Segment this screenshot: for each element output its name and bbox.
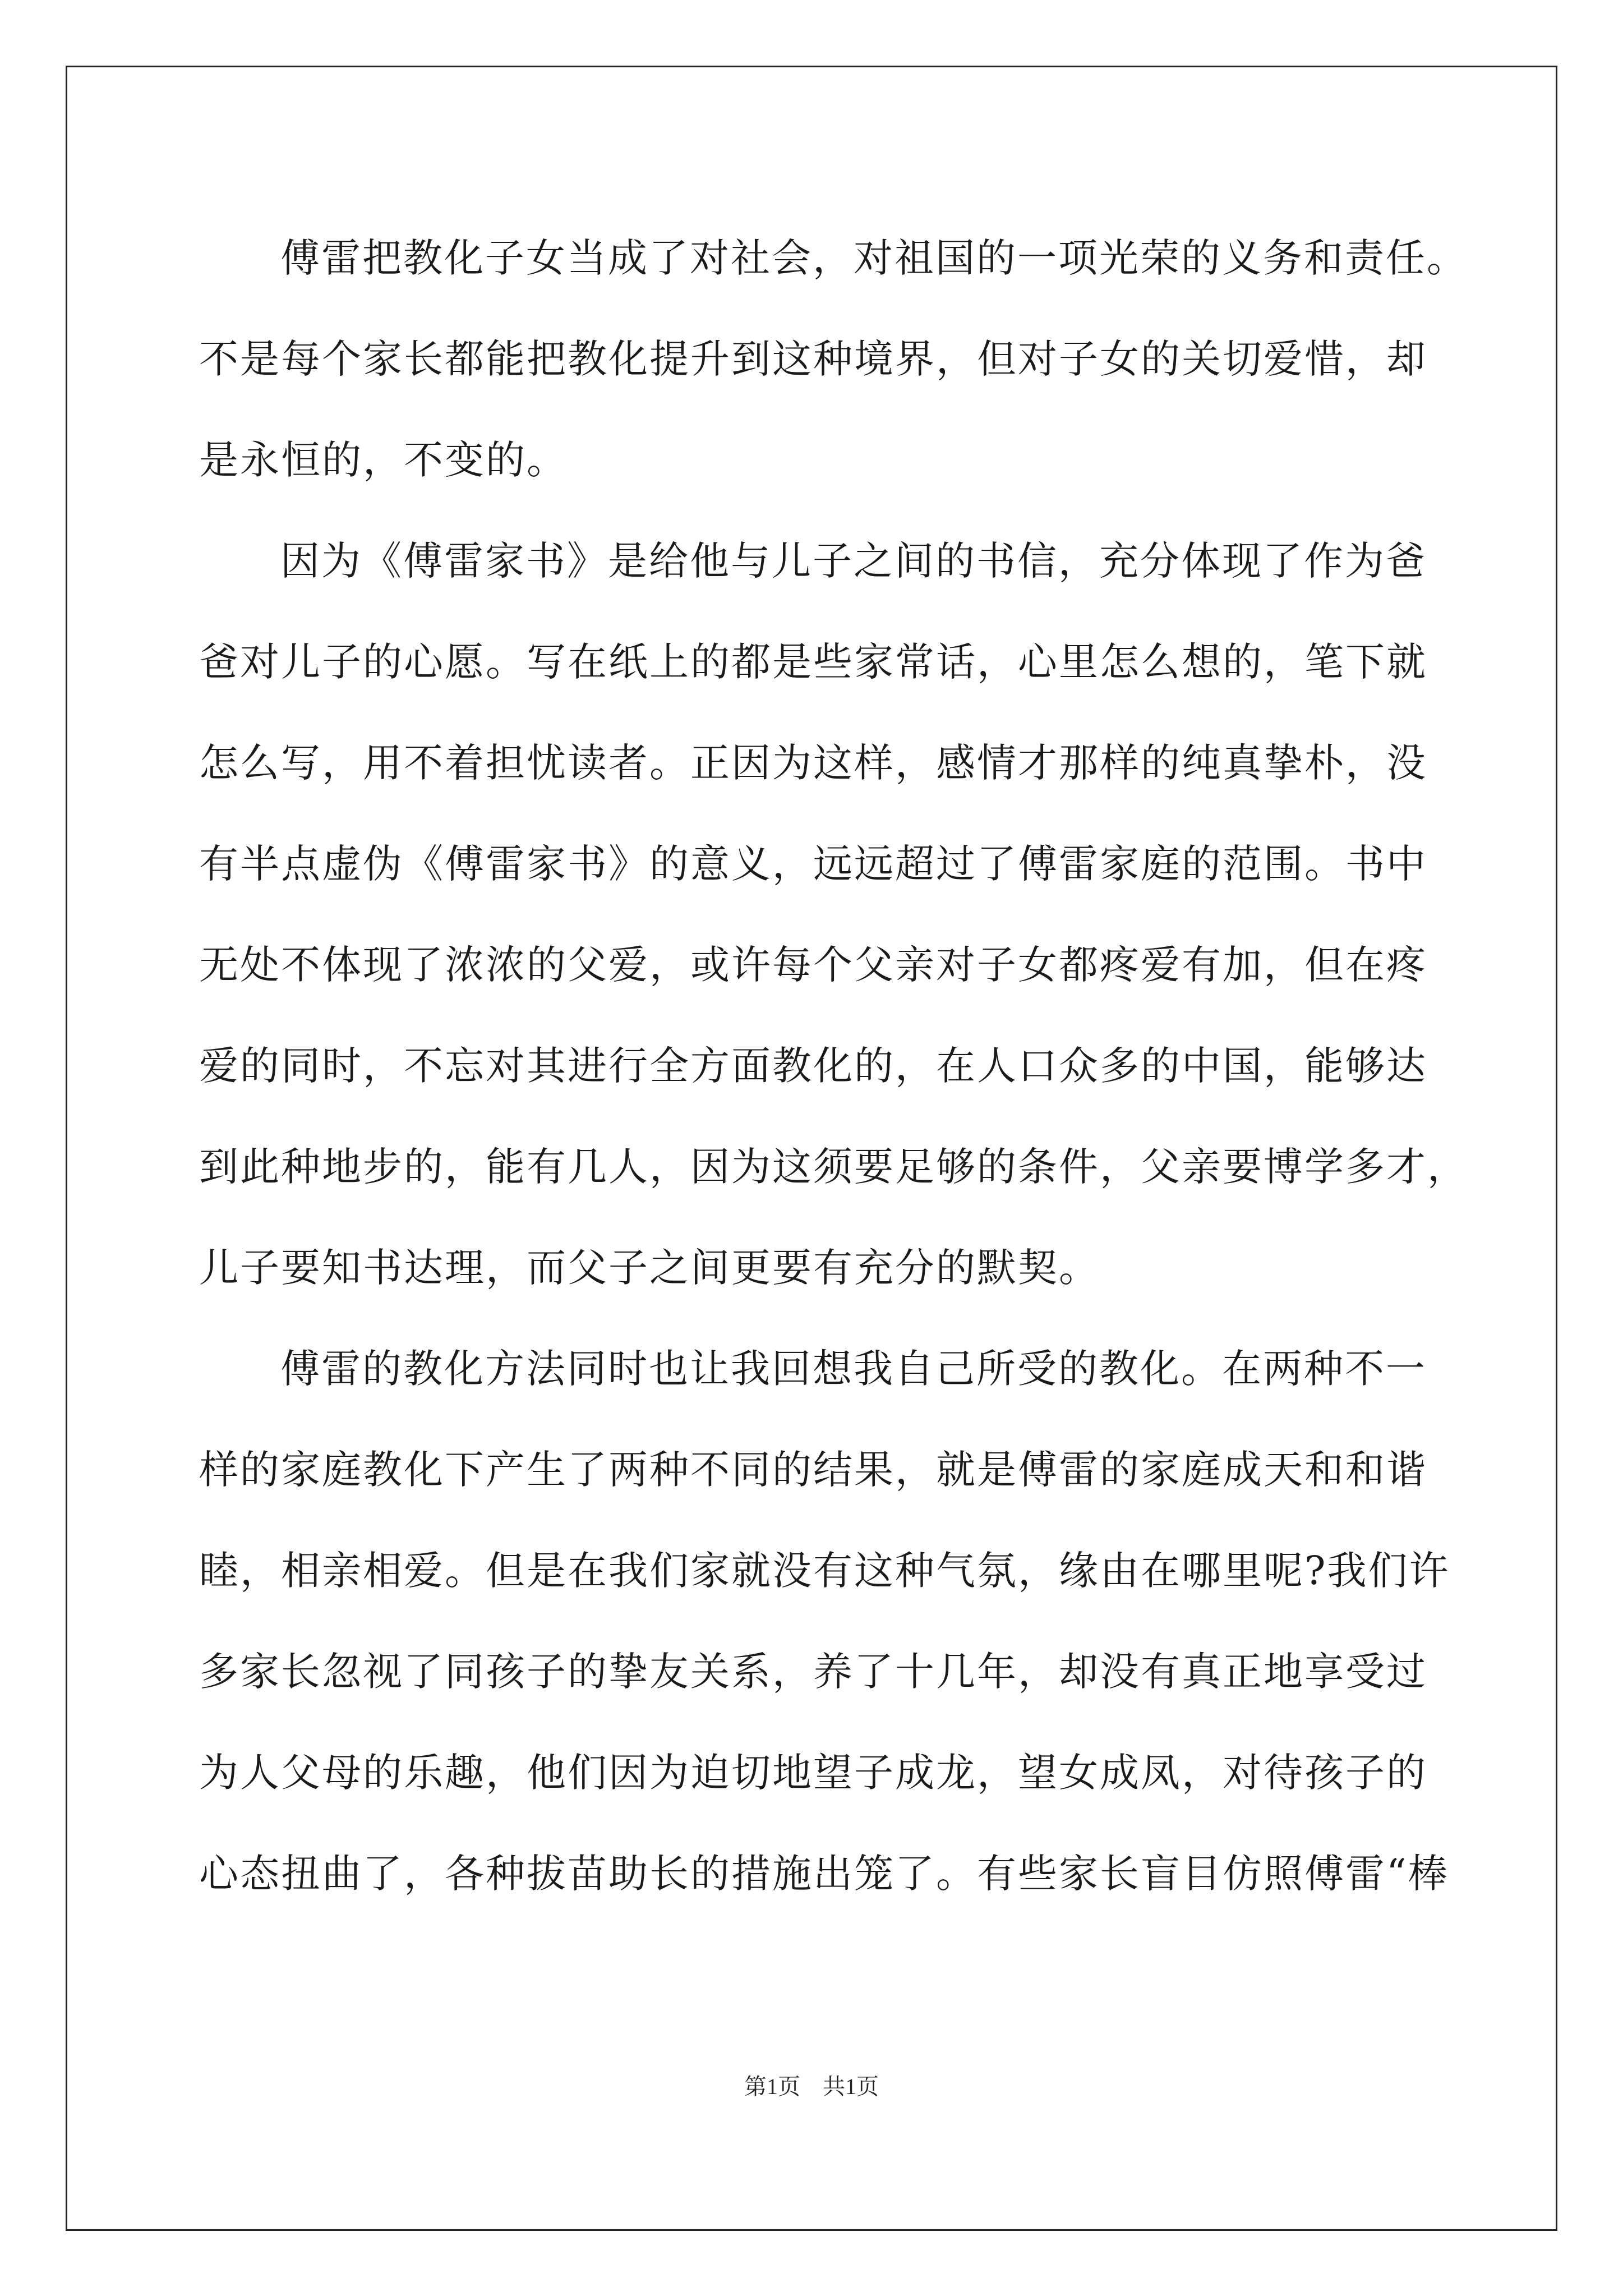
paragraph-3-line-6: 心态扭曲了，各种拔苗助长的措施出笼了。有些家长盲目仿照傅雷“棒 — [199, 1851, 1449, 1897]
paragraph-2-line-3: 怎么写，用不着担忧读者。正因为这样，感情才那样的纯真挚朴，没 — [199, 740, 1427, 786]
paragraph-1-line-2: 不是每个家长都能把教化提升到这种境界，但对子女的关切爱惜，却 — [199, 336, 1427, 382]
paragraph-2-line-4: 有半点虚伪《傅雷家书》的意义，远远超过了傅雷家庭的范围。书中 — [199, 841, 1427, 887]
paragraph-3-line-1: 傅雷的教化方法同时也让我回想我自己所受的教化。在两种不一 — [280, 1346, 1427, 1392]
paragraph-2-line-1: 因为《傅雷家书》是给他与儿子之间的书信，充分体现了作为爸 — [280, 538, 1427, 584]
paragraph-2-line-7: 到此种地步的，能有几人，因为这须要足够的条件，父亲要博学多才， — [199, 1144, 1468, 1190]
paragraph-3-line-4: 多家长忽视了同孩子的挚友关系，养了十几年，却没有真正地享受过 — [199, 1649, 1427, 1695]
page-number-footer: 第1页 共1页 — [744, 2074, 879, 2099]
paragraph-1-line-3: 是永恒的，不变的。 — [199, 437, 568, 483]
paragraph-3-line-5: 为人父母的乐趣，他们因为迫切地望子成龙，望女成凤，对待孩子的 — [199, 1750, 1427, 1796]
paragraph-2-line-5: 无处不体现了浓浓的父爱，或许每个父亲对子女都疼爱有加，但在疼 — [199, 942, 1427, 988]
paragraph-2-line-2: 爸对儿子的心愿。写在纸上的都是些家常话，心里怎么想的，笔下就 — [199, 639, 1427, 685]
paragraph-1-line-1: 傅雷把教化子女当成了对社会，对祖国的一项光荣的义务和责任。 — [280, 235, 1468, 281]
document-body — [199, 208, 1468, 1924]
paragraph-3-line-3: 睦，相亲相爱。但是在我们家就没有这种气氛，缘由在哪里呢?我们许 — [199, 1548, 1450, 1594]
paragraph-2-line-8: 儿子要知书达理，而父子之间更要有充分的默契。 — [199, 1245, 1100, 1291]
paragraph-3-line-2: 样的家庭教化下产生了两种不同的结果，就是傅雷的家庭成天和和谐 — [199, 1447, 1427, 1493]
paragraph-2-line-6: 爱的同时，不忘对其进行全方面教化的，在人口众多的中国，能够达 — [199, 1043, 1427, 1089]
